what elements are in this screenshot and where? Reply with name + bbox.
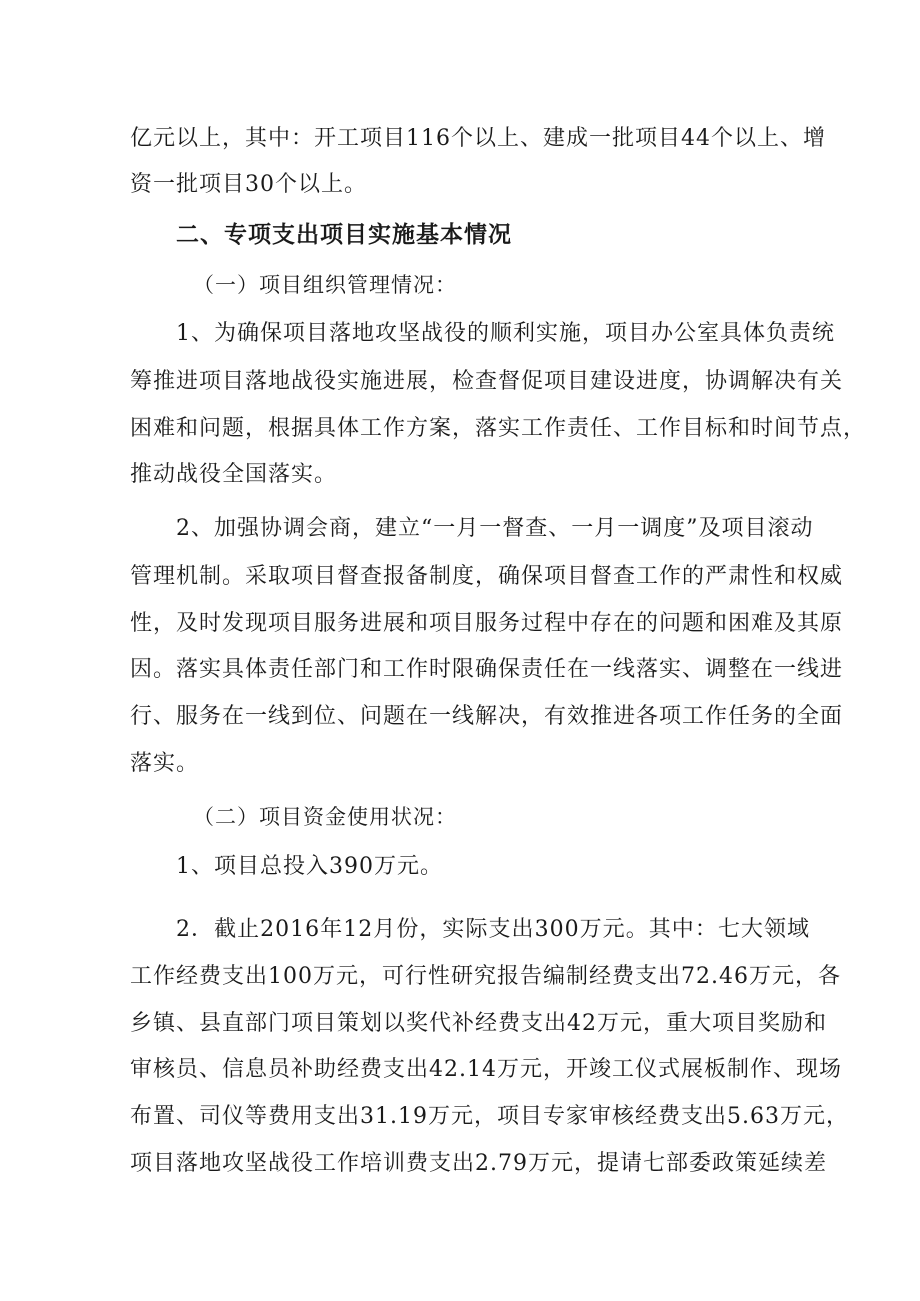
paragraph-line: 工作经费支出100万元，可行性研究报告编制经费支出72.46万元，各 bbox=[130, 964, 841, 989]
paragraph-line: 项目落地攻坚战役工作培训费支出2.79万元，提请七部委政策延续差 bbox=[130, 1151, 827, 1176]
subsection-heading: （二）项目资金使用状况： bbox=[193, 805, 457, 829]
subsection-heading: （一）项目组织管理情况： bbox=[193, 273, 457, 297]
paragraph-line: 困难和问题，根据具体工作方案，落实工作责任、工作目标和时间节点， bbox=[130, 416, 867, 441]
paragraph-line: 因。落实具体责任部门和工作时限确保责任在一线落实、调整在一线进 bbox=[130, 657, 844, 682]
section-heading: 二、专项支出项目实施基本情况 bbox=[176, 222, 512, 248]
paragraph-line: 1、项目总投入390万元。 bbox=[176, 854, 443, 879]
paragraph-line: 管理机制。采取项目督查报备制度，确保项目督查工作的严肃性和权威 bbox=[130, 564, 844, 589]
paragraph-line: 性，及时发现项目服务进展和项目服务过程中存在的问题和困难及其原 bbox=[130, 611, 844, 636]
paragraph-line: 亿元以上，其中：开工项目116个以上、建成一批项目44个以上、增 bbox=[130, 126, 826, 151]
paragraph-line: 筹推进项目落地战役实施进展，检查督促项目建设进度，协调解决有关 bbox=[130, 369, 844, 394]
paragraph-line: 行、服务在一线到位、问题在一线解决，有效推进各项工作任务的全面 bbox=[130, 704, 844, 729]
paragraph-line: 落实。 bbox=[130, 751, 200, 776]
paragraph-line: 资一批项目30个以上。 bbox=[130, 172, 367, 197]
paragraph-line: 乡镇、县直部门项目策划以奖代补经费支出42万元，重大项目奖励和 bbox=[130, 1011, 827, 1036]
paragraph-line: 1、为确保项目落地攻坚战役的顺利实施，项目办公室具体负责统 bbox=[176, 321, 835, 346]
paragraph-line: 2、加强协调会商，建立“一月一督查、一月一调度”及项目滚动 bbox=[176, 516, 814, 541]
paragraph-line: 审核员、信息员补助经费支出42.14万元，开竣工仪式展板制作、现场 bbox=[130, 1057, 842, 1082]
paragraph-line: 布置、司仪等费用支出31.19万元，项目专家审核经费支出5.63万元， bbox=[130, 1104, 849, 1129]
paragraph-line: 2．截止2016年12月份，实际支出300万元。其中：七大领域 bbox=[176, 917, 810, 942]
paragraph-line: 推动战役全国落实。 bbox=[130, 462, 338, 487]
